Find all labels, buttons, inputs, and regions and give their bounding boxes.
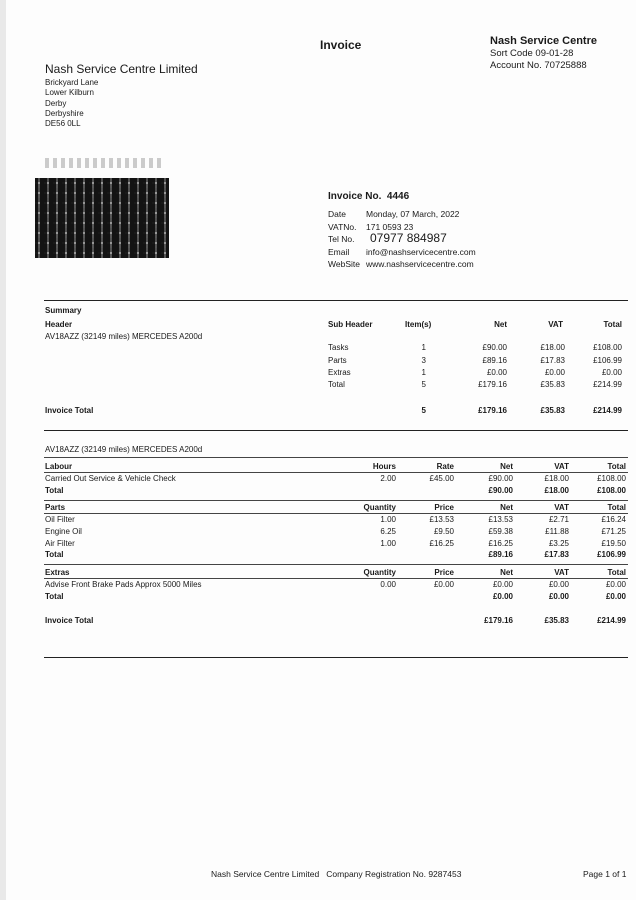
summary-invoice-total-net: £179.16 <box>478 406 507 415</box>
summary-row-name: Extras <box>328 368 351 377</box>
summary-row-vat: £17.83 <box>540 356 565 365</box>
extras-row-qty: 0.00 <box>380 580 396 589</box>
detail-invoice-total-net: £179.16 <box>484 616 513 625</box>
parts-row-net: £59.38 <box>488 527 513 536</box>
divider <box>44 430 628 431</box>
company-name: Nash Service Centre <box>490 35 597 47</box>
summary-title: Summary <box>45 306 82 315</box>
meta-label: WebSite <box>328 259 360 269</box>
invoice-title: Invoice <box>320 38 362 52</box>
parts-row-vat: £11.88 <box>545 527 569 536</box>
parts-row-vat: £2.71 <box>548 515 569 524</box>
summary-invoice-total-items: 5 <box>421 406 426 415</box>
labour-row-hours: 2.00 <box>380 474 396 483</box>
parts-row-price: £16.25 <box>429 539 454 548</box>
summary-invoice-total-vat: £35.83 <box>540 406 565 415</box>
parts-row-total: £19.50 <box>601 539 626 548</box>
labour-row-desc: Carried Out Service & Vehicle Check <box>45 474 176 483</box>
divider <box>44 513 628 514</box>
summary-row-total: £106.99 <box>593 356 622 365</box>
parts-row-qty: 6.25 <box>380 527 396 536</box>
extras-col-quantity: Quantity <box>363 568 396 577</box>
extras-total-net: £0.00 <box>492 592 513 601</box>
divider <box>44 457 628 458</box>
summary-header-label: Header <box>45 320 73 329</box>
divider <box>44 472 628 473</box>
page-number: Page 1 of 1 <box>583 869 627 879</box>
labour-col-rate: Rate <box>436 462 454 471</box>
parts-row-qty: 1.00 <box>380 515 396 524</box>
meta-label: Date <box>328 209 346 219</box>
extras-col-vat: VAT <box>554 568 569 577</box>
summary-total-label: Total <box>603 320 622 329</box>
summary-row-net: £179.16 <box>478 380 507 389</box>
parts-total-label: Total <box>45 550 64 559</box>
parts-row-price: £9.50 <box>433 527 454 536</box>
tel-number: 07977 884987 <box>370 231 447 245</box>
parts-row-desc: Oil Filter <box>45 515 75 524</box>
divider <box>44 564 628 565</box>
labour-col-total: Total <box>607 462 626 471</box>
parts-row-total: £16.24 <box>601 515 626 524</box>
summary-vat-label: VAT <box>548 320 563 329</box>
summary-row-items: 1 <box>421 343 426 352</box>
extras-total-vat: £0.00 <box>548 592 569 601</box>
labour-row-total: £108.00 <box>597 474 626 483</box>
invoice-date: Monday, 07 March, 2022 <box>366 209 460 219</box>
parts-row-qty: 1.00 <box>380 539 396 548</box>
labour-col-hours: Hours <box>372 462 396 471</box>
parts-col-quantity: Quantity <box>363 503 396 512</box>
summary-row-vat: £18.00 <box>540 343 565 352</box>
extras-total-total: £0.00 <box>605 592 626 601</box>
labour-row-net: £90.00 <box>488 474 513 483</box>
extras-total-label: Total <box>45 592 64 601</box>
email-link[interactable]: info@nashservicecentre.com <box>366 247 476 257</box>
extras-col-total: Total <box>607 568 626 577</box>
labour-total-net: £90.00 <box>488 486 513 495</box>
parts-row-total: £71.25 <box>601 527 626 536</box>
address-line: Derbyshire <box>45 108 84 118</box>
summary-vehicle: AV18AZZ (32149 miles) MERCEDES A200d <box>45 332 203 341</box>
detail-invoice-total-label: Invoice Total <box>45 616 94 625</box>
summary-row-name: Tasks <box>328 343 349 352</box>
parts-col-net: Net <box>500 503 513 512</box>
footer-registration: Company Registration No. 9287453 <box>326 869 462 879</box>
divider <box>44 300 628 301</box>
website-link[interactable]: www.nashservicecentre.com <box>366 259 474 269</box>
extras-row-net: £0.00 <box>492 580 513 589</box>
parts-total-net: £89.16 <box>488 550 513 559</box>
divider <box>44 500 628 501</box>
footer-company <box>211 869 461 879</box>
address-line: DE56 0LL <box>45 119 81 129</box>
parts-row-desc: Air Filter <box>45 539 75 548</box>
summary-row-name: Parts <box>328 356 347 365</box>
summary-row-items: 1 <box>421 368 426 377</box>
summary-row-items: 5 <box>421 380 426 389</box>
parts-col-total: Total <box>607 503 626 512</box>
invoice-number: 4446 <box>386 191 410 202</box>
summary-row-total: £0.00 <box>601 368 622 377</box>
labour-total-total: £108.00 <box>597 486 626 495</box>
invoice-number-label: Invoice No. <box>328 191 382 202</box>
extras-row-price: £0.00 <box>433 580 454 589</box>
company-address <box>45 78 98 129</box>
summary-row-net: £90.00 <box>482 343 507 352</box>
extras-row-total: £0.00 <box>605 580 626 589</box>
summary-net-label: Net <box>494 320 507 329</box>
meta-label: Tel No. <box>328 234 355 244</box>
address-line: Derby <box>45 98 67 108</box>
parts-total-vat: £17.83 <box>544 550 569 559</box>
redacted-customer-address <box>35 178 169 258</box>
address-line: Lower Kilburn <box>45 88 94 98</box>
account-number: Account No. 70725888 <box>490 60 587 71</box>
parts-row-vat: £3.25 <box>548 539 569 548</box>
labour-total-label: Total <box>45 486 64 495</box>
vat-number: 171 0593 23 <box>366 222 414 232</box>
extras-col-net: Net <box>500 568 513 577</box>
extras-col-price: Price <box>434 568 454 577</box>
labour-col-net: Net <box>500 462 513 471</box>
divider <box>44 578 628 579</box>
divider <box>44 657 628 658</box>
summary-subheader-label: Sub Header <box>328 320 373 329</box>
address-line: Brickyard Lane <box>45 78 99 87</box>
parts-row-net: £16.25 <box>488 539 513 548</box>
redacted-text <box>45 158 165 168</box>
extras-row-desc: Advise Front Brake Pads Approx 5000 Miles <box>45 580 202 589</box>
parts-row-price: £13.53 <box>429 515 454 524</box>
summary-row-items: 3 <box>421 356 426 365</box>
summary-row-net: £0.00 <box>486 368 507 377</box>
sort-code: Sort Code 09-01-28 <box>490 48 574 59</box>
summary-items-label: Item(s) <box>405 320 432 329</box>
parts-col-vat: VAT <box>554 503 569 512</box>
summary-row-net: £89.16 <box>482 356 507 365</box>
summary-row-vat: £0.00 <box>544 368 565 377</box>
parts-row-desc: Engine Oil <box>45 527 82 536</box>
parts-row-net: £13.53 <box>488 515 513 524</box>
company-legal-name: Nash Service Centre Limited <box>45 62 198 76</box>
summary-row-vat: £35.83 <box>540 380 565 389</box>
summary-invoice-total-total: £214.99 <box>593 406 622 415</box>
invoice-number-block <box>328 191 409 202</box>
labour-col-vat: VAT <box>554 462 569 471</box>
parts-col-price: Price <box>434 503 454 512</box>
detail-invoice-total-vat: £35.83 <box>544 616 569 625</box>
detail-invoice-total-total: £214.99 <box>597 616 626 625</box>
parts-title: Parts <box>45 503 66 512</box>
meta-label: Email <box>328 247 350 257</box>
labour-total-vat: £18.00 <box>544 486 569 495</box>
labour-row-rate: £45.00 <box>429 474 454 483</box>
summary-row-name: Total <box>328 380 345 389</box>
footer-company-name: Nash Service Centre Limited <box>211 869 320 879</box>
meta-label: VATNo. <box>328 222 357 232</box>
parts-total-total: £106.99 <box>597 550 626 559</box>
labour-title: Labour <box>45 462 73 471</box>
detail-vehicle: AV18AZZ (32149 miles) MERCEDES A200d <box>45 445 203 454</box>
scan-edge-shadow <box>0 0 6 900</box>
summary-invoice-total-label: Invoice Total <box>45 406 94 415</box>
extras-title: Extras <box>45 568 70 577</box>
labour-row-vat: £18.00 <box>544 474 569 483</box>
extras-row-vat: £0.00 <box>548 580 569 589</box>
summary-row-total: £108.00 <box>593 343 622 352</box>
summary-row-total: £214.99 <box>593 380 622 389</box>
